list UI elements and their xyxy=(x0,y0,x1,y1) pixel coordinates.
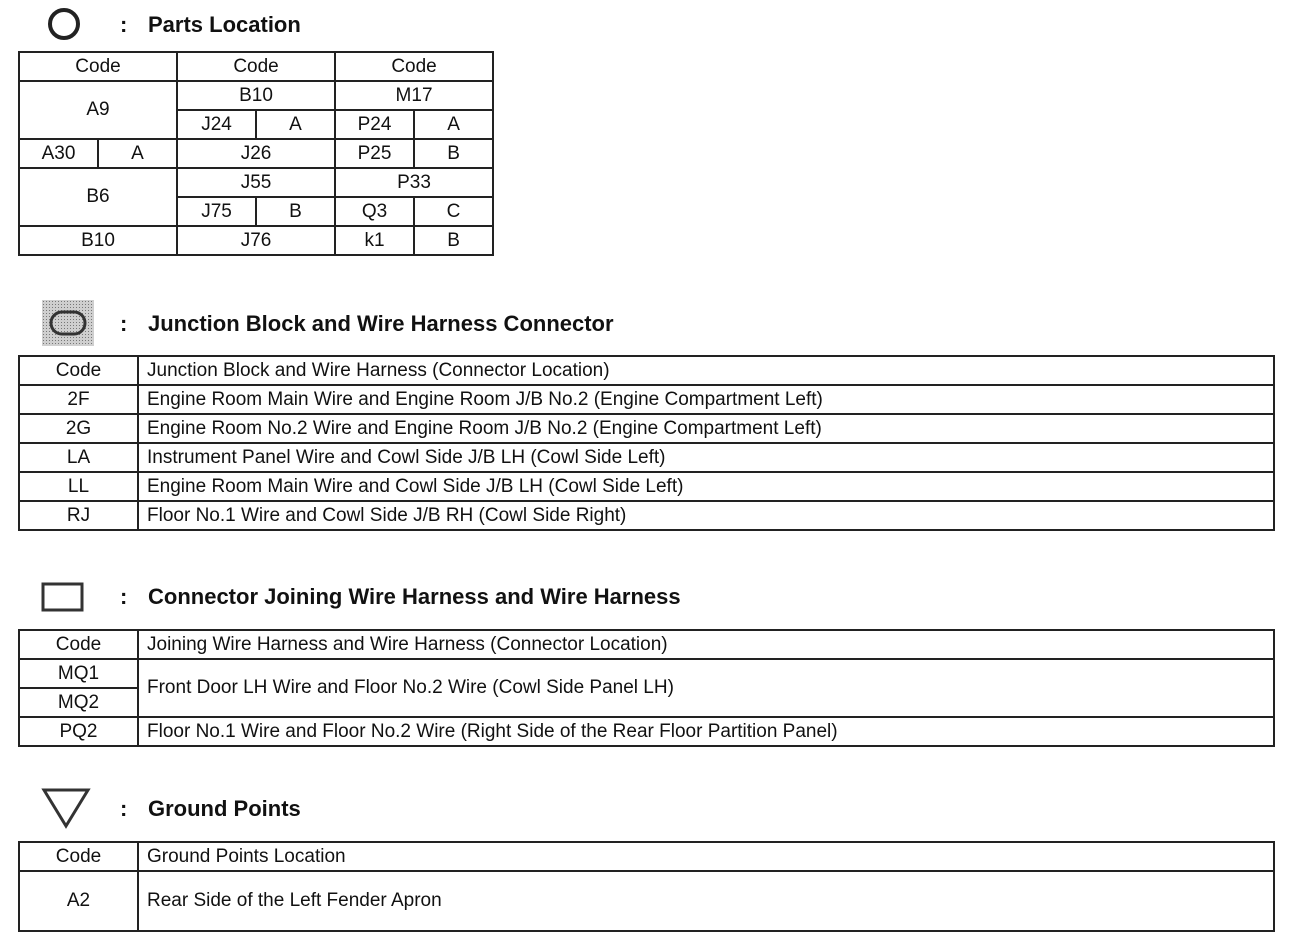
part-location-letter: B xyxy=(256,197,335,226)
part-code-j24: J24 xyxy=(177,110,256,139)
table-row xyxy=(19,443,1274,472)
parts-location-colon: : xyxy=(120,12,128,37)
table-row xyxy=(19,414,1274,443)
part-code-j75: J75 xyxy=(177,197,256,226)
junction-block-colon: : xyxy=(120,311,128,336)
connector-joining-table xyxy=(18,629,1275,747)
connector-code: RJ xyxy=(19,501,138,530)
part-location-letter: A xyxy=(256,110,335,139)
table-row xyxy=(19,472,1274,501)
part-location-letter: B xyxy=(414,226,493,255)
connector-description: Front Door LH Wire and Floor No.2 Wire (Cowl Side Panel LH) xyxy=(138,659,1274,717)
table-row xyxy=(19,871,1274,931)
table-header-code: Code xyxy=(19,630,138,659)
connector-code: MQ1 xyxy=(19,659,138,688)
connector-description: Instrument Panel Wire and Cowl Side J/B LH (Cowl Side Left) xyxy=(138,443,1274,472)
ground-description: Rear Side of the Left Fender Apron xyxy=(138,871,1274,931)
part-code-b10: B10 xyxy=(177,81,335,110)
connector-description: Engine Room Main Wire and Cowl Side J/B LH (Cowl Side Left) xyxy=(138,472,1274,501)
table-header-description: Ground Points Location xyxy=(138,842,1274,871)
part-code-b6: B6 xyxy=(19,168,177,226)
circle-icon xyxy=(46,6,82,42)
connector-description: Floor No.1 Wire and Cowl Side J/B RH (Cowl Side Right) xyxy=(138,501,1274,530)
rectangle-icon xyxy=(41,582,85,612)
part-code-j76: J76 xyxy=(177,226,335,255)
part-code-j26: J26 xyxy=(177,139,335,168)
table-row xyxy=(19,501,1274,530)
connector-code: MQ2 xyxy=(19,688,138,717)
table-header-code: Code xyxy=(335,52,493,81)
table-row xyxy=(19,717,1274,746)
part-code-j55: J55 xyxy=(177,168,335,197)
ground-code: A2 xyxy=(19,871,138,931)
part-code-a9: A9 xyxy=(19,81,177,139)
table-header-row xyxy=(19,630,1274,659)
table-header-row xyxy=(19,356,1274,385)
shaded-oval-icon xyxy=(40,298,96,348)
connector-joining-title: Connector Joining Wire Harness and Wire Harness xyxy=(148,584,681,609)
connector-code: LA xyxy=(19,443,138,472)
table-header-code: Code xyxy=(177,52,335,81)
table-header-description: Joining Wire Harness and Wire Harness (Connector Location) xyxy=(138,630,1274,659)
connector-code: 2F xyxy=(19,385,138,414)
connector-description: Engine Room No.2 Wire and Engine Room J/B No.2 (Engine Compartment Left) xyxy=(138,414,1274,443)
table-header-code: Code xyxy=(19,52,177,81)
table-header-code: Code xyxy=(19,356,138,385)
connector-code: 2G xyxy=(19,414,138,443)
connector-description: Floor No.1 Wire and Floor No.2 Wire (Right Side of the Rear Floor Partition Panel) xyxy=(138,717,1274,746)
part-code-p24: P24 xyxy=(335,110,414,139)
part-location-letter: A xyxy=(414,110,493,139)
part-code-q3: Q3 xyxy=(335,197,414,226)
table-header-row xyxy=(19,842,1274,871)
part-location-letter: A xyxy=(98,139,177,168)
table-header-code: Code xyxy=(19,842,138,871)
ground-points-colon: : xyxy=(120,796,128,821)
table-header-description: Junction Block and Wire Harness (Connector Location) xyxy=(138,356,1274,385)
part-code-p25: P25 xyxy=(335,139,414,168)
part-code-k1: k1 xyxy=(335,226,414,255)
table-row xyxy=(19,385,1274,414)
part-code-m17: M17 xyxy=(335,81,493,110)
ground-points-table xyxy=(18,841,1275,932)
connector-joining-colon: : xyxy=(120,584,128,609)
part-location-letter: B xyxy=(414,139,493,168)
part-code-b10: B10 xyxy=(19,226,177,255)
table-row xyxy=(19,659,1274,688)
triangle-down-icon xyxy=(40,786,92,830)
parts-location-title: Parts Location xyxy=(148,12,301,37)
parts-location-table xyxy=(18,51,494,256)
part-code-a30: A30 xyxy=(19,139,98,168)
junction-block-title: Junction Block and Wire Harness Connector xyxy=(148,311,614,336)
junction-block-table xyxy=(18,355,1275,531)
connector-description: Engine Room Main Wire and Engine Room J/B No.2 (Engine Compartment Left) xyxy=(138,385,1274,414)
part-location-letter: C xyxy=(414,197,493,226)
connector-code: PQ2 xyxy=(19,717,138,746)
ground-points-title: Ground Points xyxy=(148,796,301,821)
connector-code: LL xyxy=(19,472,138,501)
part-code-p33: P33 xyxy=(335,168,493,197)
